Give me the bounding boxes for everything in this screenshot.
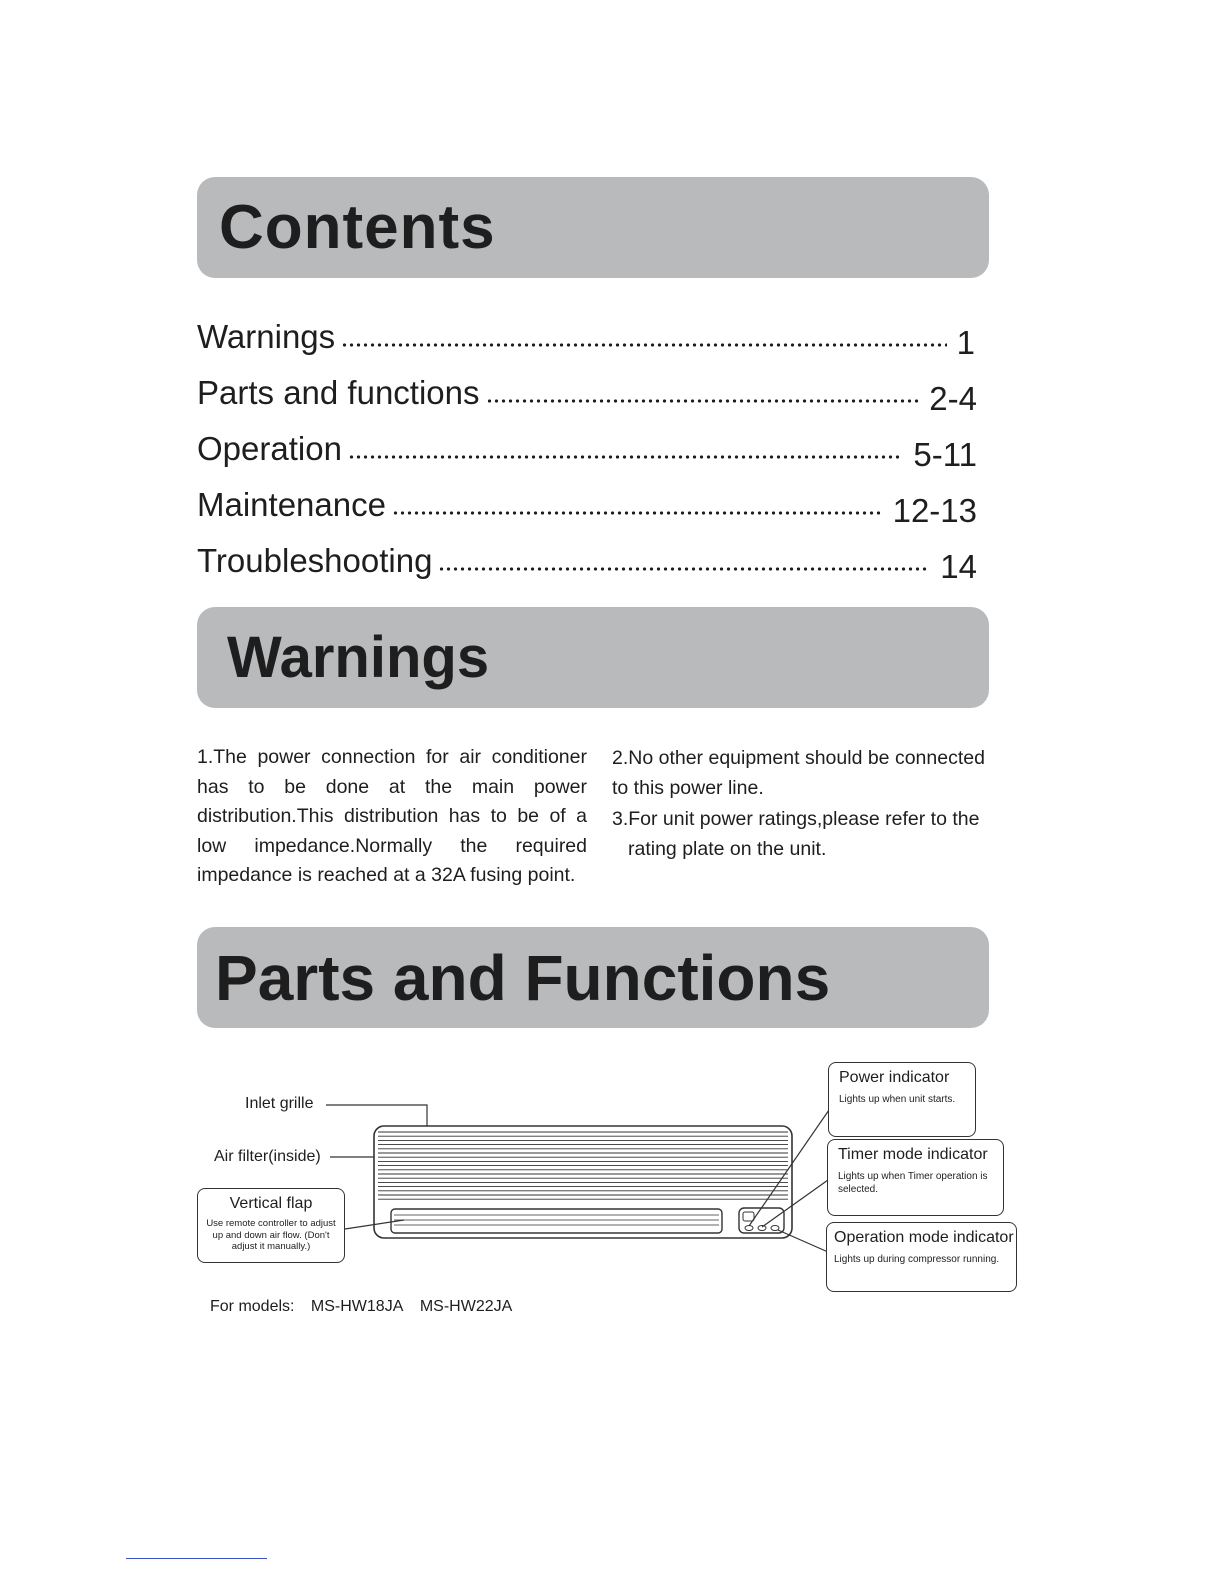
- model-2: MS-HW22JA: [419, 1298, 513, 1315]
- toc-row-operation[interactable]: [197, 418, 977, 473]
- toc-label: Troubleshooting: [197, 542, 433, 579]
- operation-indicator-callout: [826, 1222, 1017, 1292]
- callout-desc: Use remote controller to adjust up and down air flow. (Don't adjust it manually.): [206, 1218, 336, 1252]
- toc-row-maintenance[interactable]: [197, 474, 977, 529]
- toc-page: 5-11: [913, 436, 977, 473]
- toc-label: Warnings: [197, 318, 336, 355]
- callout-title: Power indicator: [839, 1069, 950, 1086]
- callout-title: Operation mode indicator: [834, 1229, 1014, 1246]
- toc-leader-dots: [486, 399, 920, 403]
- inlet-grille-label: Inlet grille: [245, 1095, 314, 1112]
- power-indicator-callout: [828, 1062, 976, 1137]
- callout-desc: Lights up during compressor running.: [834, 1254, 1000, 1265]
- toc-page: 2-4: [929, 380, 977, 417]
- vertical-flap-callout: [197, 1188, 345, 1263]
- toc-label: Operation: [197, 430, 342, 467]
- warning-item-2-line1: 2.No other equipment should be connected: [612, 747, 985, 769]
- toc-leader-dots: [438, 567, 930, 571]
- callout-title: Timer mode indicator: [838, 1146, 988, 1163]
- toc-leader-dots: [392, 511, 883, 515]
- indoor-unit-body: [374, 1126, 792, 1238]
- warnings-banner: [197, 607, 989, 708]
- toc-row-parts[interactable]: [197, 362, 977, 417]
- callout-title: Vertical flap: [229, 1195, 313, 1212]
- contents-banner: [197, 177, 989, 278]
- toc-row-troubleshooting[interactable]: [197, 530, 977, 585]
- warning-item-3-line2: rating plate on the unit.: [628, 837, 827, 860]
- toc-row-warnings[interactable]: [197, 306, 975, 361]
- warning-items-2-3: [612, 744, 1022, 864]
- model-1: MS-HW18JA: [310, 1298, 404, 1315]
- display-panel: [739, 1208, 784, 1233]
- vertical-flap-shape: [391, 1209, 722, 1233]
- toc-page: 1: [956, 324, 975, 361]
- warning-item-1: [197, 743, 587, 891]
- inlet-grille-lines: [378, 1132, 788, 1199]
- toc-leader-dots: [341, 343, 946, 347]
- warning-item-3-line1: 3.For unit power ratings,please refer to the: [612, 808, 980, 830]
- callout-desc: Lights up when Timer operation is selected.: [838, 1171, 988, 1195]
- models-line: [210, 1298, 524, 1316]
- toc-label: Maintenance: [197, 486, 386, 523]
- toc-leader-dots: [348, 455, 903, 459]
- timer-indicator-callout: [827, 1139, 1004, 1216]
- warning-text: 1.The power connection for air conditioner has to be done at the main power distribution.This distribution has to be of a low impedance.Normally the required impedance is reached at a 32A fusing point.: [197, 746, 587, 886]
- parts-title: Parts and Functions: [215, 941, 831, 1014]
- air-filter-label: Air filter(inside): [214, 1148, 321, 1165]
- callout-desc: Lights up when unit starts.: [839, 1094, 956, 1105]
- toc-page: 14: [940, 548, 977, 585]
- parts-banner: [197, 927, 989, 1028]
- toc-page: 12-13: [892, 492, 977, 529]
- warning-item-2-line2: to this power line.: [612, 776, 764, 799]
- footer-rule: [126, 1558, 267, 1559]
- models-label: For models:: [210, 1298, 295, 1315]
- toc-label: Parts and functions: [197, 374, 480, 411]
- contents-title: Contents: [219, 192, 496, 262]
- warnings-title: Warnings: [227, 624, 490, 690]
